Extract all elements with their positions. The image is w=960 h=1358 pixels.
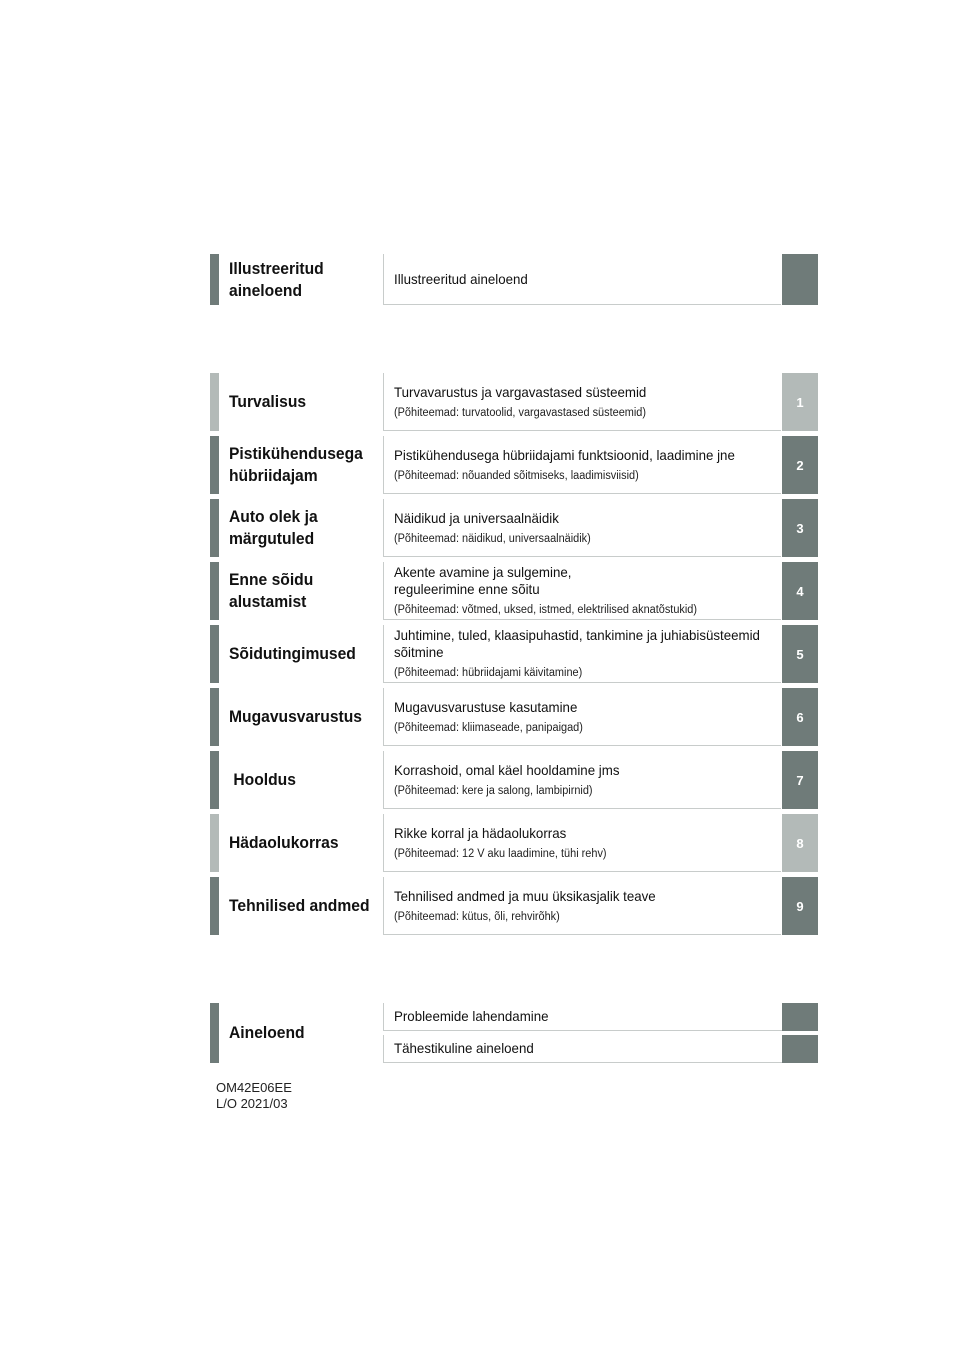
section-bar xyxy=(210,373,219,431)
chapter-tab-4[interactable]: 4 xyxy=(782,562,818,620)
section-title: Enne sõidu alustamist xyxy=(229,570,314,611)
section-content xyxy=(383,688,781,746)
section-sub-text: (Põhiteemad: kere ja salong, lambipirnid) xyxy=(394,784,593,797)
section-title xyxy=(229,254,367,305)
footer-date: L/O 2021/03 xyxy=(216,1096,288,1111)
chapter-row-5[interactable] xyxy=(210,625,818,683)
section-tab[interactable] xyxy=(782,254,818,305)
section-title: Hädaolukorras xyxy=(229,833,339,852)
section-content xyxy=(383,499,781,557)
section-main-text: Juhtimine, tuled, klaasipuhastid, tankimine ja juhiabisüsteemid xyxy=(394,627,760,643)
section-main-text: Näidikud ja universaalnäidik xyxy=(394,509,559,526)
section-content xyxy=(383,1035,782,1063)
chapter-tab-1[interactable]: 1 xyxy=(782,373,818,431)
section-bar xyxy=(210,499,219,557)
section-main-text: Illustreeritud aineloend xyxy=(394,270,528,287)
section-title: Sõidutingimused xyxy=(229,644,356,663)
section-main-text: Mugavusvarustuse kasutamine xyxy=(394,698,578,715)
section-title: Turvalisus xyxy=(229,392,307,411)
index-title: Aineloend xyxy=(229,1023,305,1042)
section-title: Pistikühendusega hübriidajam xyxy=(229,444,363,485)
index-row xyxy=(210,1003,818,1063)
section-sub-text: (Põhiteemad: võtmed, uksed, istmed, elektrilised aknatõstukid) xyxy=(394,604,698,616)
section-bar xyxy=(210,1003,219,1063)
section-main-text: Tehnilised andmed ja muu üksikasjalik teave xyxy=(394,887,656,904)
section-sub-text: (Põhiteemad: näidikud, universaalnäidik) xyxy=(394,532,591,545)
chapter-row-6[interactable] xyxy=(210,688,818,746)
chapter-row-8[interactable] xyxy=(210,814,818,872)
chapter-row-3[interactable] xyxy=(210,499,818,557)
section-title: Auto olek ja märgutuled xyxy=(229,507,318,548)
chapter-tab-3[interactable]: 3 xyxy=(782,499,818,557)
chapter-tab-8[interactable]: 8 xyxy=(782,814,818,872)
chapter-row-2[interactable] xyxy=(210,436,818,494)
section-content xyxy=(383,562,781,620)
footer-code: OM42E06EE xyxy=(216,1080,292,1095)
section-content xyxy=(383,436,781,494)
chapter-row-9[interactable] xyxy=(210,877,818,935)
chapter-row-7[interactable] xyxy=(210,751,818,809)
chapter-row-4[interactable] xyxy=(210,562,818,620)
footer xyxy=(216,1080,292,1112)
section-bar xyxy=(210,751,219,809)
section-sub-text: (Põhiteemad: hübriidajami käivitamine) xyxy=(394,667,583,679)
index-tab[interactable] xyxy=(782,1035,818,1063)
section-bar xyxy=(210,562,219,620)
index-item-label: Tähestikuline aineloend xyxy=(394,1040,534,1056)
section-sub-text: (Põhiteemad: nõuanded sõitmiseks, laadimisviisid) xyxy=(394,469,639,482)
section-sub-text: (Põhiteemad: 12 V aku laadimine, tühi rehv) xyxy=(394,847,607,860)
section-sub-text: (Põhiteemad: turvatoolid, vargavastased süsteemid) xyxy=(394,406,647,419)
index-item-troubleshooting[interactable] xyxy=(383,1003,818,1031)
chapter-tab-2[interactable]: 2 xyxy=(782,436,818,494)
section-main-text: Turvavarustus ja vargavastased süsteemid xyxy=(394,383,647,400)
index-item-label: Probleemide lahendamine xyxy=(394,1008,549,1024)
chapter-tab-7[interactable]: 7 xyxy=(782,751,818,809)
section-content xyxy=(383,877,781,935)
section-title: Tehnilised andmed xyxy=(229,896,370,915)
section-sub-text: (Põhiteemad: kliimaseade, panipaigad) xyxy=(394,721,583,734)
section-main-text: Pistikühendusega hübriidajami funktsioonid, laadimine jne xyxy=(394,446,735,463)
section-main-text: Rikke korral ja hädaolukorras xyxy=(394,824,567,841)
section-bar xyxy=(210,814,219,872)
section-title-line2: aineloend xyxy=(229,280,303,300)
section-bar xyxy=(210,436,219,494)
index-item-alphabetical[interactable] xyxy=(383,1035,818,1063)
section-title: Mugavusvarustus xyxy=(229,707,362,726)
illustrated-index-row[interactable] xyxy=(210,254,818,305)
section-main-text-line2: sõitmine xyxy=(394,644,444,660)
section-content xyxy=(383,373,781,431)
section-bar xyxy=(210,688,219,746)
chapter-row-1[interactable] xyxy=(210,373,818,431)
index-tab[interactable] xyxy=(782,1003,818,1031)
section-content xyxy=(383,254,781,305)
section-bar xyxy=(210,254,219,305)
chapter-tab-9[interactable]: 9 xyxy=(782,877,818,935)
section-bar xyxy=(210,625,219,683)
section-main-text: Akente avamine ja sulgemine, xyxy=(394,564,572,580)
section-content xyxy=(383,751,781,809)
section-content xyxy=(383,625,781,683)
section-title: Hooldus xyxy=(229,770,296,789)
section-sub-text: (Põhiteemad: kütus, õli, rehvirõhk) xyxy=(394,910,560,923)
chapter-tab-5[interactable]: 5 xyxy=(782,625,818,683)
section-content xyxy=(383,814,781,872)
section-main-text: Korrashoid, omal käel hooldamine jms xyxy=(394,761,620,778)
section-main-text-line2: reguleerimine enne sõitu xyxy=(394,581,540,597)
section-bar xyxy=(210,877,219,935)
section-title-line1: Illustreeritud xyxy=(229,258,324,278)
section-content xyxy=(383,1003,782,1031)
chapter-tab-6[interactable]: 6 xyxy=(782,688,818,746)
